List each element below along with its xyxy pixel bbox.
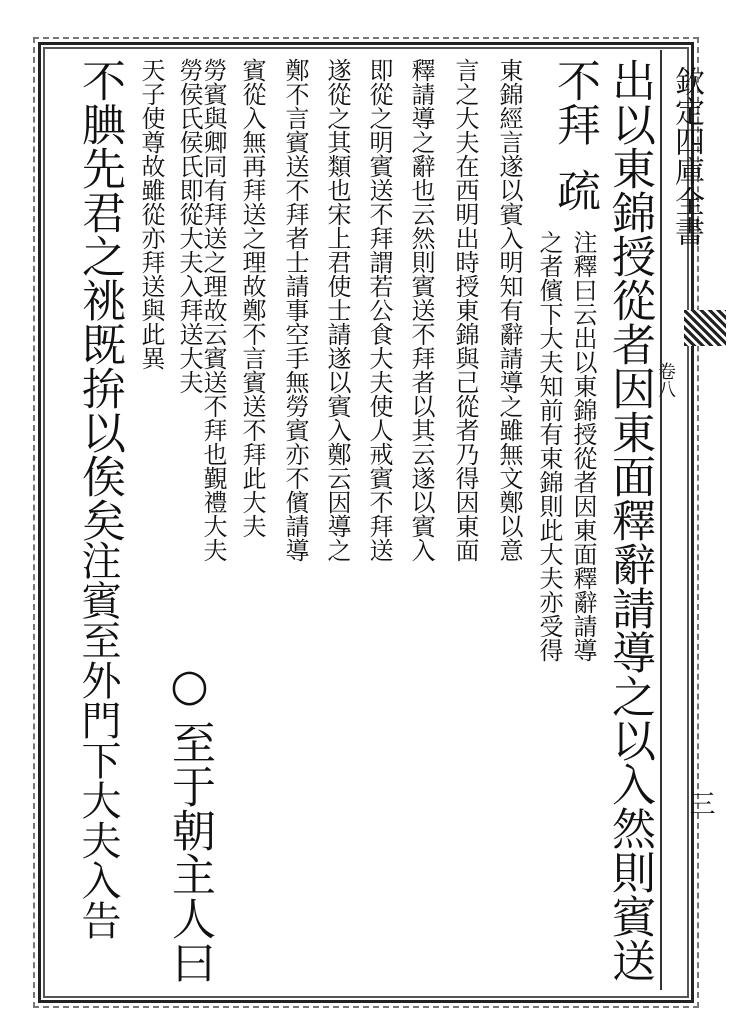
text-column-1: 出以東錦授從者因東面釋辭請導之以入然則賓送 [604, 58, 655, 982]
text-column-2-mid: 疏 [549, 168, 600, 212]
text-column-10: 賓從入無再拜送之理故鄭不言賓送不拜此大夫 [238, 58, 266, 538]
text-column-12: 勞侯氏侯氏即從大夫入拜送大夫 [175, 58, 203, 394]
running-header-title: 欽定四庫全書 [669, 66, 704, 246]
text-column-2-note: 注釋曰云出以東錦授從者因東面釋辭請導 [569, 230, 597, 662]
text-column-9: 鄭不言賓送不拜者士請事空手無勞賓亦不儐請導 [281, 58, 309, 562]
juan-number: 卷八 [655, 362, 676, 398]
column-divider [660, 50, 662, 990]
text-column-4: 東錦經言遂以賓入明知有辭請導之雖無文鄭以意 [495, 58, 523, 562]
text-column-15-note: 注賓至外門下大夫入告 [75, 540, 121, 940]
fish-tail-mark [684, 310, 726, 346]
text-column-3: 之者儐下大夫知前有束錦則此大夫亦受得 [535, 230, 563, 662]
text-column-13: 天子使尊故雖從亦拜送與此異 [137, 58, 165, 370]
edge-mark: 三 [685, 790, 715, 816]
text-column-15-main: 不腆先君之祧既拚以俟矣 [74, 58, 125, 542]
text-column-14-main: 至于朝主人曰 [164, 720, 215, 984]
text-column-6: 釋請導之辭也云然則賓送不拜者以其云遂以賓入 [407, 58, 435, 562]
circle-marker: ○ [164, 660, 215, 711]
text-column-8: 遂從之其類也宋上君使士請遂以賓入鄭云因導之 [323, 58, 351, 562]
text-column-5: 言之大夫在西明出時授東錦與己從者乃得因東面 [451, 58, 479, 562]
text-column-7: 即從之明賓送不拜謂若公食大夫使人戒賓不拜送 [365, 58, 393, 562]
text-column-2-main: 不拜 [549, 58, 600, 146]
text-column-11: 勞賓與卿同有拜送之理故云賓送不拜也覲禮大夫 [199, 58, 227, 562]
